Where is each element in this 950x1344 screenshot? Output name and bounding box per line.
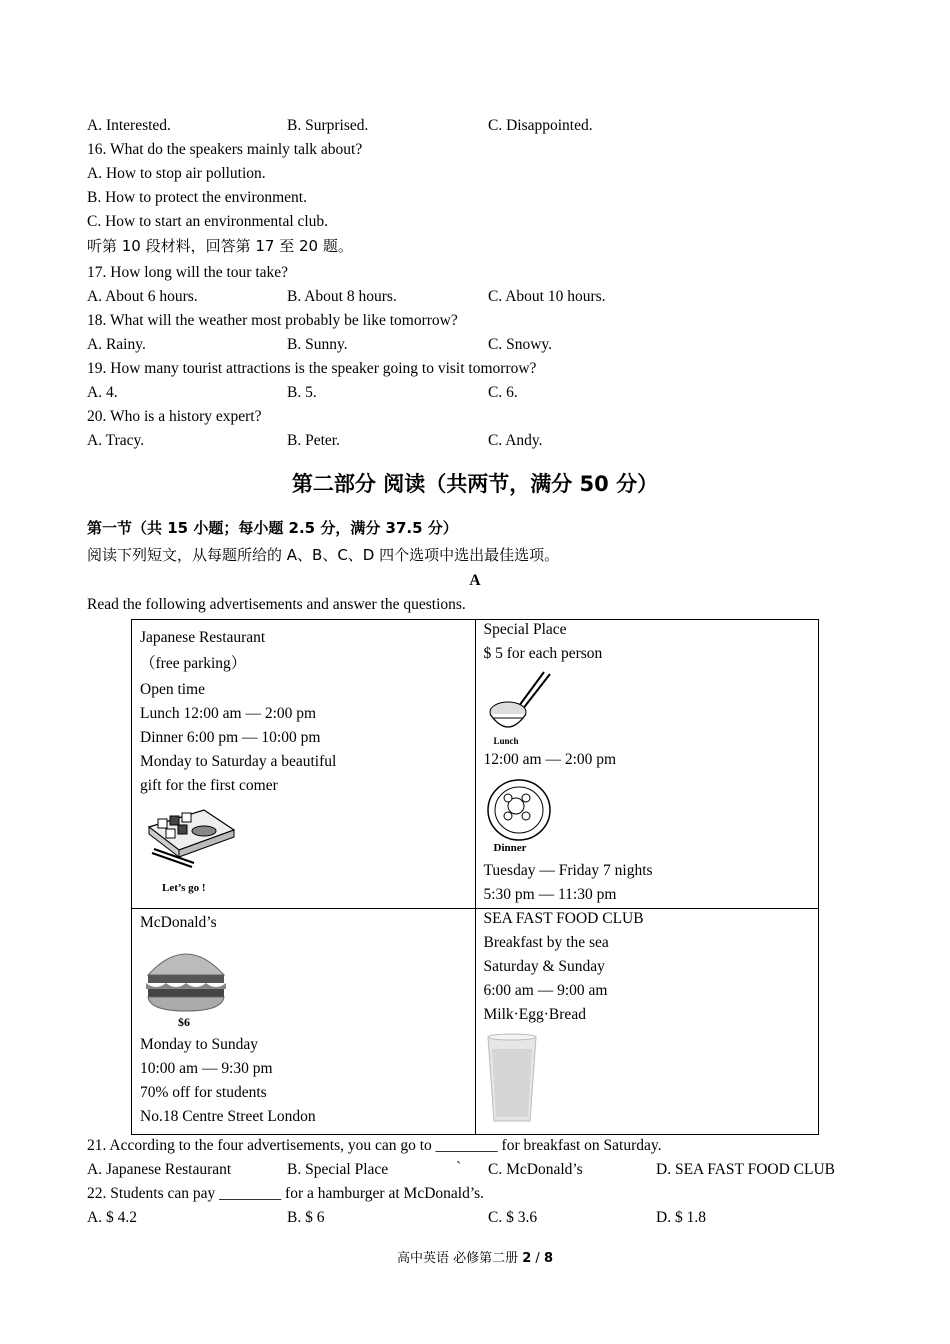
q17-option-c: C. About 10 hours.	[488, 288, 606, 305]
q21-option-d: D. SEA FAST FOOD CLUB	[656, 1161, 836, 1178]
q22-stem: 22. Students can pay ________ for a hamburger at McDonald’s.	[87, 1185, 485, 1202]
ad-sea-fast-food-club	[475, 909, 819, 1135]
q15-option-b: B. Surprised.	[287, 117, 369, 134]
japanese-gift-line1: Monday to Saturday a beautiful	[140, 753, 337, 770]
q17-stem: 17. How long will the tour take?	[87, 264, 289, 281]
mcdonalds-days: Monday to Sunday	[140, 1036, 258, 1053]
part2-heading: 第二部分 阅读（共两节，满分 50 分）	[291, 472, 659, 496]
japanese-lunch: Lunch 12:00 am — 2:00 pm	[140, 705, 317, 722]
footer-page-number: 2	[522, 1251, 532, 1266]
q16-option-c: C. How to start an environmental club.	[87, 213, 329, 230]
rice-bowl-icon	[486, 668, 556, 740]
special-lunch-caption: Lunch	[493, 736, 519, 746]
q16-stem: 16. What do the speakers mainly talk about?	[87, 141, 363, 158]
page-footer	[0, 1247, 950, 1266]
ad-japanese-restaurant	[132, 620, 476, 909]
dinner-plate-icon	[486, 778, 556, 842]
q19-option-a: A. 4.	[87, 384, 118, 401]
sushi-platter-illustration	[144, 805, 239, 875]
section1-heading: 第一节（共 15 小题；每小题 2.5 分，满分 37.5 分）	[87, 519, 458, 537]
q22-option-d: D. $ 1.8	[656, 1209, 706, 1226]
sea-line3: 6:00 am — 9:00 am	[483, 982, 608, 999]
special-dinner-days: Tuesday — Friday 7 nights	[483, 862, 653, 879]
q22-option-c: C. $ 3.6	[488, 1209, 538, 1226]
footer-total-pages: 8	[543, 1251, 553, 1266]
q17-option-b: B. About 8 hours.	[287, 288, 397, 305]
mcdonalds-time: 10:00 am — 9:30 pm	[140, 1060, 273, 1077]
sea-line1: Breakfast by the sea	[483, 934, 609, 951]
mcdonalds-address: No.18 Centre Street London	[140, 1108, 316, 1125]
q16-option-a: A. How to stop air pollution.	[87, 165, 266, 182]
passage-label: A	[469, 572, 481, 589]
mcdonalds-title: McDonald’s	[140, 914, 217, 931]
q21-option-c: C. McDonald’s	[488, 1161, 583, 1178]
q20-option-b: B. Peter.	[287, 432, 340, 449]
q22-option-a: A. $ 4.2	[87, 1209, 137, 1226]
q21-option-b: B. Special Place	[287, 1161, 389, 1178]
japanese-parking: （free parking）	[140, 655, 247, 672]
milk-glass-icon	[484, 1033, 540, 1127]
ad-mcdonalds	[132, 909, 476, 1135]
japanese-picture-caption: Let’s go !	[162, 882, 206, 894]
ad-special-place	[475, 620, 819, 909]
section1-instruction: 阅读下列短文，从每题所给的 A、B、C、D 四个选项中选出最佳选项。	[87, 546, 560, 564]
japanese-open-time: Open time	[140, 681, 205, 698]
japanese-dinner: Dinner 6:00 pm — 10:00 pm	[140, 729, 321, 746]
q22-option-b: B. $ 6	[287, 1209, 325, 1226]
instruction-passage-10: 听第 10 段材料，回答第 17 至 20 题。	[87, 237, 353, 255]
q19-option-c: C. 6.	[488, 384, 518, 401]
q18-stem: 18. What will the weather most probably be like tomorrow?	[87, 312, 458, 329]
q15-option-a: A. Interested.	[87, 117, 171, 134]
mcdonalds-price-caption: $6	[178, 1015, 190, 1029]
advertisements-table	[131, 619, 819, 1135]
sea-title: SEA FAST FOOD CLUB	[483, 910, 644, 927]
mcdonalds-discount: 70% off for students	[140, 1084, 267, 1101]
q17-option-a: A. About 6 hours.	[87, 288, 198, 305]
sea-line2: Saturday & Sunday	[483, 958, 605, 975]
q18-option-a: A. Rainy.	[87, 336, 146, 353]
special-lunch-time: 12:00 am — 2:00 pm	[483, 751, 617, 768]
q20-option-a: A. Tracy.	[87, 432, 145, 449]
footer-separator: /	[531, 1251, 544, 1266]
q19-stem: 19. How many tourist attractions is the speaker going to visit tomorrow?	[87, 360, 537, 377]
japanese-title: Japanese Restaurant	[140, 629, 266, 646]
q20-stem: 20. Who is a history expert?	[87, 408, 262, 425]
q21-option-a: A. Japanese Restaurant	[87, 1161, 232, 1178]
special-title: Special Place	[483, 621, 567, 638]
special-dinner-caption: Dinner	[493, 842, 527, 854]
special-dinner-time: 5:30 pm — 11:30 pm	[483, 886, 617, 903]
q16-option-b: B. How to protect the environment.	[87, 189, 307, 206]
special-price: $ 5 for each person	[483, 645, 603, 662]
q18-option-b: B. Sunny.	[287, 336, 348, 353]
q18-option-c: C. Snowy.	[488, 336, 553, 353]
q21-stray-mark: `	[456, 1159, 462, 1176]
hamburger-illustration	[144, 939, 228, 1017]
q20-option-c: C. Andy.	[488, 432, 543, 449]
q21-stem: 21. According to the four advertisements, you can go to ________ for breakfast on Saturday.	[87, 1137, 662, 1154]
q15-option-c: C. Disappointed.	[488, 117, 593, 134]
footer-text: 高中英语 必修第二册	[396, 1251, 523, 1266]
sea-line4: Milk·Egg·Bread	[483, 1006, 586, 1023]
q19-option-b: B. 5.	[287, 384, 317, 401]
japanese-gift-line2: gift for the first comer	[140, 777, 278, 794]
passage-intro: Read the following advertisements and answer the questions.	[87, 596, 466, 613]
